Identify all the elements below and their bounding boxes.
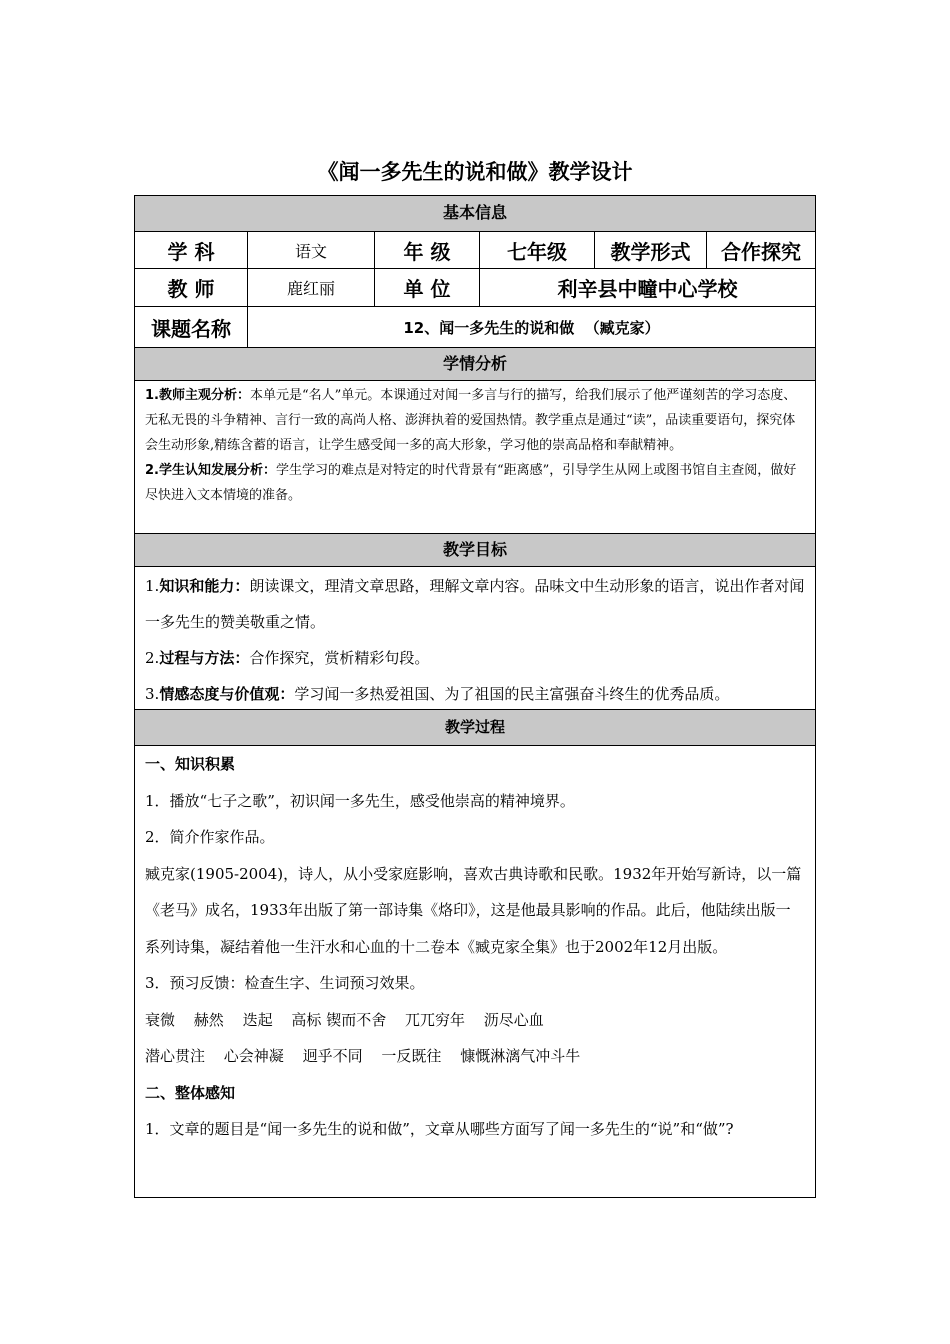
process-header [135, 710, 815, 746]
section-overview-title [135, 1075, 815, 1112]
form-value: 合作探究 [721, 239, 801, 264]
subject-label: 学 科 [135, 232, 248, 268]
grade-value: 七年级 [480, 232, 595, 268]
analysis-content [135, 381, 815, 534]
vocab-word: 衰微 [145, 1010, 176, 1029]
goals-title: 教学目标 [442, 540, 507, 559]
basic-info-header [135, 196, 815, 232]
goals-header [135, 534, 815, 567]
goal-emotion-number: 3. [145, 685, 160, 703]
vocab-word: 慷慨淋漓气冲斗牛 [460, 1047, 581, 1065]
unit-value: 利辛县中疃中心学校 [557, 277, 738, 301]
process-content [135, 746, 815, 1197]
teacher-label: 教 师 [135, 269, 248, 306]
goal-knowledge-label: 知识和能力： [159, 577, 250, 595]
vocab-word: 兀兀穷年 [404, 1010, 465, 1029]
goal-knowledge-number: 1. [145, 577, 160, 595]
topic-label: 课题名称 [135, 307, 248, 347]
goal-process-number: 2. [145, 649, 160, 667]
overview-item-1: 1．文章的题目是“闻一多先生的说和做”，文章从哪些方面写了闻一多先生的“说”和“做”? [145, 1120, 734, 1138]
vocab-line-2 [135, 1038, 815, 1075]
process-item-2: 2．简介作家作品。 [145, 828, 275, 846]
analysis-header [135, 348, 815, 381]
goal-process [135, 640, 815, 676]
topic-value: 12、闻一多先生的说和做 （臧克家） [403, 318, 660, 337]
vocab-line-1 [135, 1002, 815, 1039]
page-title: 《闻一多先生的说和做》教学设计 [317, 160, 633, 184]
vocab-word: 锲而不舍 [326, 1010, 387, 1029]
analysis-student-paragraph [135, 458, 815, 508]
analysis-student-label: 2.学生认知发展分析： [145, 463, 276, 478]
info-row-topic [135, 307, 815, 348]
section-knowledge-heading: 一、知识积累 [145, 755, 236, 773]
form-label: 教学形式 [595, 232, 707, 268]
analysis-student-text: 学生学习的难点是对特定的时代背景有“距离感”，引导学生从网上或图书馆自主查阅，做好尽快进入文本情境的准备。 [145, 463, 797, 503]
analysis-teacher-label: 1.教师主观分析： [145, 388, 250, 403]
section-overview-heading: 二、整体感知 [145, 1083, 236, 1102]
vocab-word: 高标 [291, 1010, 322, 1029]
section-knowledge-title [135, 746, 815, 783]
goal-knowledge-text: 朗读课文，理清文章思路，理解文章内容。品味文中生动形象的语言，说出作者对闻一多先生的赞美敬重之情。 [145, 577, 805, 631]
vocab-word: 潜心贯注 [145, 1047, 206, 1065]
goal-process-text: 合作探究，赏析精彩句段。 [249, 649, 430, 667]
process-title: 教学过程 [444, 718, 505, 736]
analysis-title: 学情分析 [442, 354, 507, 373]
goal-knowledge [135, 568, 815, 640]
goals-content [135, 567, 815, 710]
vocab-word: 迭起 [242, 1010, 273, 1029]
vocab-word: 心会神凝 [223, 1047, 284, 1065]
subject-value: 语文 [248, 232, 375, 268]
teacher-value: 鹿红丽 [248, 269, 375, 306]
unit-label: 单 位 [375, 269, 480, 306]
goal-process-label: 过程与方法： [159, 649, 250, 667]
goal-emotion-label: 情感态度与价值观： [159, 685, 295, 703]
goal-emotion [135, 676, 815, 712]
info-row-teacher [135, 269, 815, 307]
vocab-word: 赫然 [193, 1010, 224, 1029]
grade-label: 年 级 [375, 232, 480, 268]
goal-emotion-text: 学习闻一多热爱祖国、为了祖国的民主富强奋斗终生的优秀品质。 [294, 685, 730, 703]
process-item-3: 3．预习反馈：检查生字、生词预习效果。 [145, 974, 425, 992]
lesson-plan-table [134, 195, 816, 1198]
info-row-subject [135, 232, 815, 269]
vocab-word: 一反既往 [381, 1047, 442, 1065]
process-item-1: 1．播放“七子之歌”，初识闻一多先生，感受他崇高的精神境界。 [145, 791, 575, 810]
analysis-teacher-text: 本单元是“名人”单元。本课通过对闻一多言与行的描写，给我们展示了他严谨刻苦的学习态度、无私无畏的斗争精神、言行一致的高尚人格、澎湃执着的爱国热情。教学重点是通过“读”，品读重要语句，探究体会生动形象,精练含蓄的语言，让学生感受闻一多的高大形象，学习他的崇高品格和奉献精神。 [145, 388, 797, 453]
basic-info-title: 基本信息 [442, 203, 507, 222]
vocab-word: 迥乎不同 [302, 1047, 363, 1065]
vocab-word: 沥尽心血 [483, 1010, 544, 1029]
author-bio: 臧克家(1905-2004)，诗人，从小受家庭影响，喜欢古典诗歌和民歌。1932年开始写新诗，以一篇《老马》成名，1933年出版了第一部诗集《烙印》，这是他最具影响的作品。此后，他陆续出版一系列诗集，凝结着他一生汗水和心血的十二卷本《臧克家全集》也于2002年12月出版。 [145, 864, 802, 956]
analysis-teacher-paragraph [135, 383, 815, 458]
